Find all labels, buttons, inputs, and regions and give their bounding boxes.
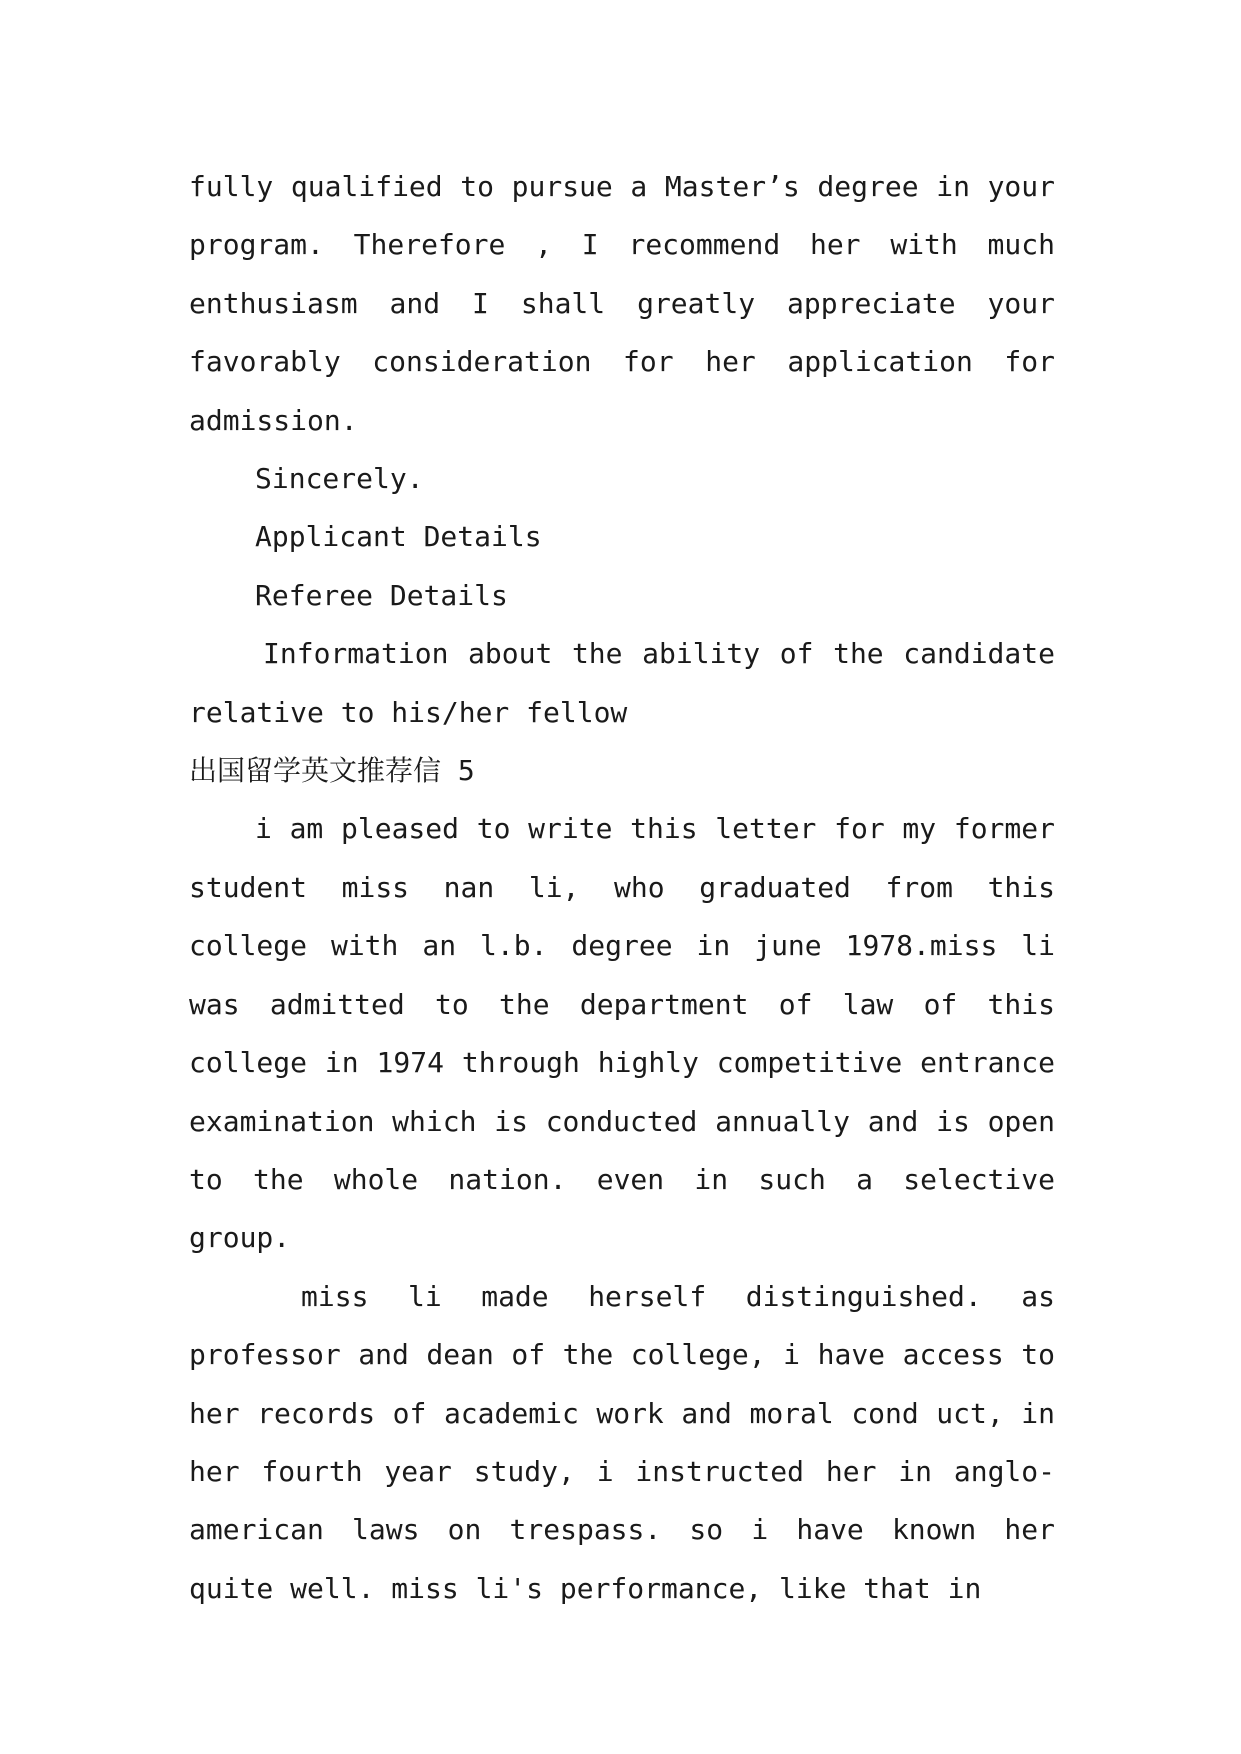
document-body (189, 158, 1055, 1618)
letter-intro-paragraph: i am pleased to write this letter for my former student miss nan li, who graduated from this college with an l.b. degree in june 1978.miss li was admitted to the department of law of this college in 1974 through highly competitive entrance examination which is conducted annually and is open to the whole nation. even in such a selective group. (189, 812, 1055, 1255)
section-heading: 出国留学英文推荐信 5 (189, 754, 475, 788)
candidate-ability-paragraph: Information about the ability of the candidate relative to his/her fellow (189, 637, 1055, 729)
applicant-details-label: Applicant Details (255, 520, 542, 554)
recommendation-closing-paragraph: fully qualified to pursue a Master’s degree in your program. Therefore , I recommend her with much enthusiasm and I shall greatly appreciate your favorably consideration for her application for admission. (189, 170, 1055, 437)
sign-off: Sincerely. (255, 462, 424, 496)
referee-details-label: Referee Details (255, 578, 508, 612)
letter-body-paragraph: miss li made herself distinguished. as professor and dean of the college, i have access to her records of academic work and moral cond uct, in her fourth year study, i instructed her in anglo-american laws on trespass. so i have known her quite well. miss li's performance, like that in (189, 1279, 1055, 1605)
